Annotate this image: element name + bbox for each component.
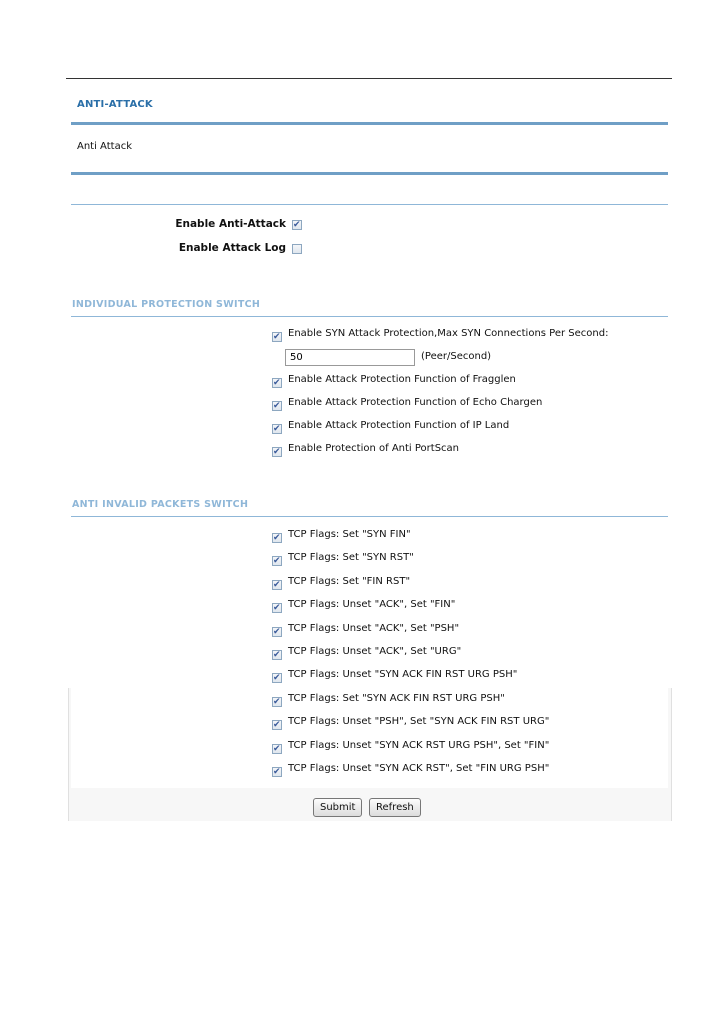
header-bar-bottom bbox=[71, 172, 668, 175]
tcp-flag-item-checkbox[interactable] bbox=[272, 673, 282, 683]
individual-section-rule bbox=[71, 316, 668, 317]
enable-anti-attack-label: Enable Anti-Attack bbox=[175, 218, 286, 230]
protection-item-label: Enable Attack Protection Function of IP Land bbox=[288, 420, 510, 431]
tcp-flag-item-checkbox[interactable] bbox=[272, 533, 282, 543]
refresh-button[interactable]: Refresh bbox=[369, 798, 421, 817]
invalid-section-rule bbox=[71, 516, 668, 517]
page-description: Anti Attack bbox=[77, 141, 132, 152]
enable-anti-attack-checkbox[interactable] bbox=[292, 220, 302, 230]
enable-attack-log-label: Enable Attack Log bbox=[178, 242, 286, 254]
syn-unit-label: (Peer/Second) bbox=[421, 351, 492, 362]
protection-item-label: Enable Attack Protection Function of Fragglen bbox=[288, 374, 516, 385]
invalid-section-title: ANTI INVALID PACKETS SWITCH bbox=[72, 499, 249, 510]
tcp-flag-item-label: TCP Flags: Unset "SYN ACK RST", Set "FIN URG PSH" bbox=[288, 763, 550, 774]
tcp-flag-item-checkbox[interactable] bbox=[272, 650, 282, 660]
tcp-flag-item-checkbox[interactable] bbox=[272, 556, 282, 566]
tcp-flag-item-label: TCP Flags: Unset "PSH", Set "SYN ACK FIN RST URG" bbox=[288, 716, 550, 728]
tcp-flag-item-label: TCP Flags: Set "SYN FIN" bbox=[288, 529, 411, 540]
protection-item-checkbox[interactable] bbox=[272, 447, 282, 457]
tcp-flag-item-label: TCP Flags: Set "SYN ACK FIN RST URG PSH" bbox=[288, 692, 505, 704]
tcp-flag-item-label: TCP Flags: Unset "ACK", Set "URG" bbox=[288, 646, 462, 657]
top-rule bbox=[66, 78, 672, 79]
tcp-flag-item-checkbox[interactable] bbox=[272, 767, 282, 777]
syn-protection-label: Enable SYN Attack Protection,Max SYN Connections Per Second: bbox=[288, 328, 609, 339]
max-syn-connections-input[interactable] bbox=[285, 349, 415, 366]
tcp-flag-item-label: TCP Flags: Set "FIN RST" bbox=[288, 575, 411, 587]
page-title: ANTI-ATTACK bbox=[77, 99, 153, 110]
tcp-flag-item-checkbox[interactable] bbox=[272, 720, 282, 730]
syn-protection-checkbox[interactable] bbox=[272, 332, 282, 342]
header-bar-top bbox=[71, 122, 668, 125]
tcp-flag-item-label: TCP Flags: Unset "SYN ACK RST URG PSH", Set "FIN" bbox=[288, 739, 550, 751]
tcp-flag-item-checkbox[interactable] bbox=[272, 744, 282, 754]
protection-item-checkbox[interactable] bbox=[272, 401, 282, 411]
tcp-flag-item-label: TCP Flags: Unset "ACK", Set "FIN" bbox=[288, 599, 456, 611]
protection-item-label: Enable Protection of Anti PortScan bbox=[288, 443, 460, 454]
tcp-flag-item-label: TCP Flags: Set "SYN RST" bbox=[288, 552, 414, 564]
protection-item-checkbox[interactable] bbox=[272, 378, 282, 388]
protection-item-label: Enable Attack Protection Function of Echo Chargen bbox=[288, 397, 543, 408]
tcp-flag-item-checkbox[interactable] bbox=[272, 697, 282, 707]
tcp-flag-item-checkbox[interactable] bbox=[272, 580, 282, 590]
protection-item-checkbox[interactable] bbox=[272, 424, 282, 434]
individual-section-title: INDIVIDUAL PROTECTION SWITCH bbox=[72, 299, 261, 310]
submit-button[interactable]: Submit bbox=[313, 798, 362, 817]
enable-attack-log-checkbox[interactable] bbox=[292, 244, 302, 254]
tcp-flag-item-label: TCP Flags: Unset "ACK", Set "PSH" bbox=[288, 622, 460, 634]
tcp-flag-item-label: TCP Flags: Unset "SYN ACK FIN RST URG PSH" bbox=[288, 669, 518, 681]
general-section-rule bbox=[71, 204, 668, 205]
tcp-flag-item-checkbox[interactable] bbox=[272, 627, 282, 637]
tcp-flag-item-checkbox[interactable] bbox=[272, 603, 282, 613]
